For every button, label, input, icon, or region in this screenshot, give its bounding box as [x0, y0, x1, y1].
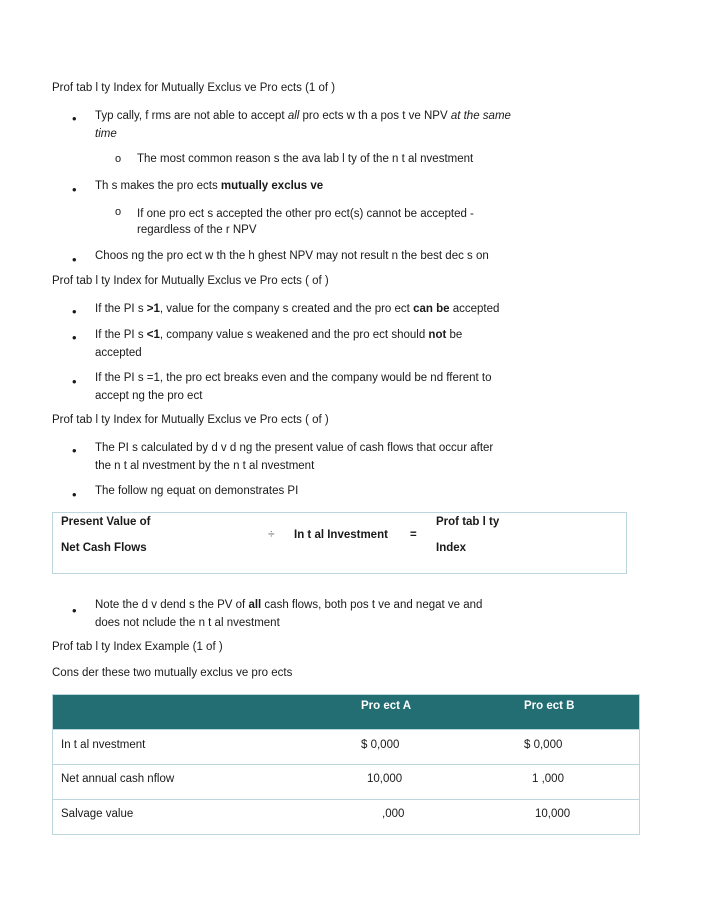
formula-result-line2: Index: [436, 542, 467, 554]
bullet-text: The PI s calculated by d v d ng the present value of cash flows that occur after the n t al nvestment by the n t al nvestment: [95, 442, 494, 472]
table-cell: Salvage value: [61, 808, 134, 820]
bullet-text: The follow ng equat on demonstrates PI: [95, 485, 299, 497]
table-cell: 10,000: [535, 808, 571, 820]
bullet-marker: •: [72, 443, 77, 458]
table-header-row: [53, 695, 639, 730]
sub-bullet-marker: o: [115, 206, 122, 218]
table-row: [53, 800, 639, 834]
sub-bullet-text: If one pro ect s accepted the other pro ect(s) cannot be accepted - regardless of the r NPV: [137, 208, 474, 236]
sub-bullet-text: The most common reason s the ava lab l ty of the n t al nvestment: [137, 153, 474, 165]
section-heading: Prof tab l ty Index Example (1 of ): [52, 641, 223, 653]
table-header-cell: Pro ect A: [361, 700, 412, 712]
section-heading: Prof tab l ty Index for Mutually Exclus ve Pro ects ( of ): [52, 414, 329, 426]
bullet-marker: •: [72, 252, 77, 267]
table-header-cell: Pro ect B: [524, 700, 575, 712]
bullet-text: If the PI s <1, company value s weakened and the pro ect should not be accepted: [95, 329, 463, 359]
section-heading: Prof tab l ty Index for Mutually Exclus ve Pro ects ( of ): [52, 275, 329, 287]
table-cell: In t al nvestment: [61, 739, 146, 751]
formula-result-line1: Prof tab l ty: [436, 516, 500, 528]
formula-numerator-line1: Present Value of: [61, 516, 151, 528]
bullet-marker: •: [72, 304, 77, 319]
table-cell: $ 0,000: [361, 739, 400, 751]
bullet-marker: •: [72, 330, 77, 345]
equals-sign: =: [410, 529, 417, 541]
bullet-marker: •: [72, 374, 77, 389]
bullet-marker: •: [72, 603, 77, 618]
table-row: [53, 730, 639, 765]
project-comparison-table: [52, 694, 640, 835]
bullet-text: Typ cally, f rms are not able to accept all pro ects w th a pos t ve NPV at the same time: [95, 110, 511, 140]
table-cell: 1 ,000: [532, 773, 564, 785]
table-cell: Net annual cash nflow: [61, 773, 175, 785]
table-cell: $ 0,000: [524, 739, 563, 751]
formula-numerator-line2: Net Cash Flows: [61, 542, 147, 554]
table-cell: ,000: [382, 808, 405, 820]
formula-denominator: In t al Investment: [294, 529, 388, 541]
example-intro: Cons der these two mutually exclus ve pro ects: [52, 667, 293, 679]
bullet-text: If the PI s >1, value for the company s created and the pro ect can be accepted: [95, 303, 500, 315]
bullet-marker: •: [72, 111, 77, 126]
bullet-text: Choos ng the pro ect w th the h ghest NPV may not result n the best dec s on: [95, 250, 489, 262]
note-text: Note the d v dend s the PV of all cash flows, both pos t ve and negat ve and does not nclude the n t al nvestment: [95, 599, 483, 629]
section-heading: Prof tab l ty Index for Mutually Exclus ve Pro ects (1 of ): [52, 82, 336, 94]
table-row: [53, 765, 639, 800]
bullet-text: If the PI s =1, the pro ect breaks even and the company would be nd fferent to accept ng the pro ect: [95, 372, 492, 402]
divide-icon: ÷: [268, 527, 275, 541]
pi-formula-box: [52, 512, 627, 574]
sub-bullet-marker: o: [115, 153, 122, 165]
bullet-marker: •: [72, 182, 77, 197]
table-cell: 10,000: [367, 773, 403, 785]
bullet-text: Th s makes the pro ects mutually exclus ve: [95, 180, 324, 192]
bullet-marker: •: [72, 487, 77, 502]
